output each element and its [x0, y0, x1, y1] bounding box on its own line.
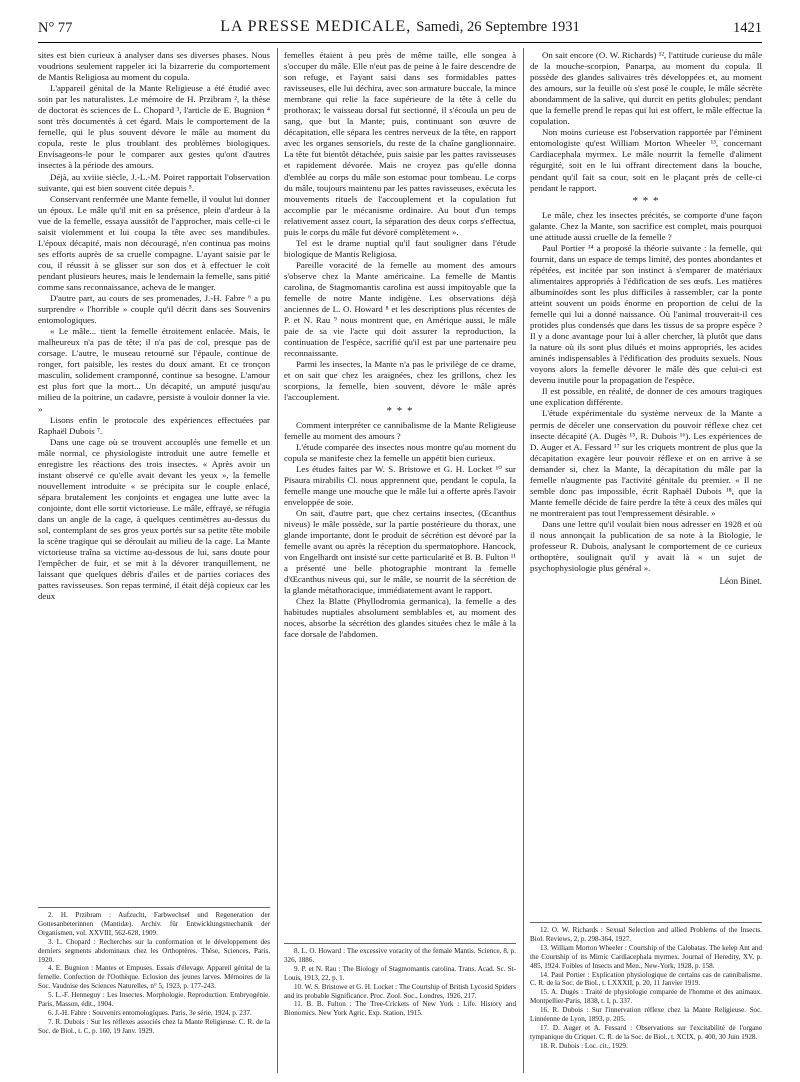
footnote: 8. L. O. Howard : The excessive voracity of the female Mantis. Science, 8, p. 326, 1886.: [284, 947, 516, 964]
footnotes-column-3: [530, 922, 762, 1051]
paragraph: L'étude expérimentale du système nerveux de la Mante a permis de déceler une conservation du pouvoir réflexe chez cet insecte décapité (A. Dugès ¹⁵, R. Dubois ¹⁶). Les expériences de D. Auger et A. Fessard ¹⁷ sur les criquets montrent de plus que la décapitation exagère leur pouvoir réflexe et on en arrive à se demander si, chez la Mante, la décapitation du mâle par la femelle n'augmente pas l'activité génitale du premier. « Il ne semble donc pas impossible, écrit Raphaël Dubois ¹⁸, que la Mante femelle décide de faire perdre la tête à ceux des mâles qui ne montreraient pas tout l'empressement désirable. »: [530, 408, 762, 518]
footnotes-column-1: [38, 907, 270, 1036]
paragraph: Chez la Blatte (Phyllodromia germanica), la femelle a des habitudes nuptiales absolument semblables et, au moment des noces, absorbe la sécrétion des glandes situées chez le mâle à la face dorsale de l'abdomen.: [284, 596, 516, 640]
paragraph: L'étude comparée des insectes nous montre qu'au moment du copula se manifeste chez la femelle un appétit bien curieux.: [284, 441, 516, 463]
footnote: 11. B. B. Fulton : The Tree-Crickets of New York : Life. History and Bionomics. New York Agric. Exp. Station, 1915.: [284, 1000, 516, 1018]
paragraph: L'appareil génital de la Mante Religieuse a été étudié avec soin par les naturalistes. Le mémoire de H. Przibram ², la thèse de doctorat ès sciences de L. Chopard ³, l'article de E. Bugnion ⁴ sont très documentés à cet égard. Mais le comportement de la femelle, qui le plus souvent dévore le mâle au moment du copula, reste le plus troublant des problèmes biologiques. Envisageons-le pour le comparer aux gestes qu'ont d'autres insectes à la période des amours.: [38, 83, 270, 171]
paragraph: Déjà, au xviiie siècle, J.-L.-M. Poiret rapportait l'observation suivante, qui est bien souvent citée depuis ⁵.: [38, 171, 270, 193]
paragraph: Dans une lettre qu'il voulait bien nous adresser en 1928 et où il nous annonçait la publication de sa note à la Biologie, le professeur R. Dubois, analysant le comportement de ce curieux orthoptère, soulignait qu'il y avait là « un sujet de psychophysiologie plus général ».: [530, 518, 762, 574]
column-rule: [277, 48, 278, 1073]
paragraph: Paul Portier ¹⁴ a proposé la théorie suivante : la femelle, qui fournit, dans un espace de temps limité, des pontes abondantes et répétées, est incitée par son instinct à s'emparer de matériaux alimentaires appropriés à l'édification de ses œufs. Les matières albuminoïdes sont les plus difficiles à rassembler, car la ponte atteint souvent un poids énorme en proportion de celui de la femelle qui lui a donné naissance. Où l'animal trouverait-il ces protides plus condensés que dans les tissus de sa propre espèce ? Il y a donc avantage pour lui à aller chercher, là plutôt que dans la nature où ils sont plus dilués et moins appropriés, les acides aminés indispensables à l'édification des produits sexuels. Nous voyons alors la femelle dévorer le mâle dès que celui-ci est devenu inutile pour la propagation de l'espèce.: [530, 242, 762, 386]
paragraph: Tel est le drame nuptial qu'il faut souligner dans l'étude biologique de Mantis Religiosa.: [284, 237, 516, 259]
section-separator: * * *: [632, 194, 660, 207]
footnote: 2. H. Przibram : Aufzucht, Farbwechsel und Regeneration der Gottesanbeterinnen (Mantidæ). Archiv. für Entwicklungsmechanik der Organismen, vol. XXVIII, 562-628, 1909.: [38, 911, 270, 937]
paragraph: Le mâle, chez les insectes précités, se comporte d'une façon galante. Chez la Mante, son sacrifice est complet, mais pourquoi une attitude aussi cruelle de la femelle ?: [530, 209, 762, 242]
paragraph: D'autre part, au cours de ses promenades, J.-H. Fabre ⁶ a pu surprendre « l'horrible » couple qu'il décrit dans ses Souvenirs entomologiques.: [38, 293, 270, 326]
text-column-1: [38, 50, 270, 602]
footnote: 18. R. Dubois : Loc. cit., 1929.: [540, 1041, 628, 1050]
text-column-2: [284, 50, 516, 640]
paragraph: sites est bien curieux à analyser dans ses diverses phases. Nous voudrions seulement rappeler ici la bizarrerie du comportement de Mantis Religiosa au moment du copula.: [38, 50, 270, 83]
footnote: 10. W. S. Bristowe et G. H. Locket : The Courtship of British Lycosid Spiders and its probable Significance. Proc. Zool. Soc., Londres, 1926, 217.: [284, 982, 516, 1000]
text-column-3: [530, 50, 762, 587]
page-number: 1421: [733, 20, 762, 36]
paragraph: femelles étaient à peu près de même taille, elle songea à s'occuper du mâle. Elle n'eut pas de peine à le faire descendre de son refuge, et l'ayant saisi dans ses formidables pattes ravisseuses, elle lui déchira, avec son armature buccale, la mince membrane qui relie la face supérieure de la tête à celle du prothorax; le vaisseau dorsal fut sectionné, il s'écoula un peu de sang, que but la Mante; puis, continuant son œuvre de décapitation, elle sépara les centres nerveux de la tête, en rapport avec les organes sensoriels, du reste de la chaîne ganglionnaire. La tête fut bientôt détachée, puis saisie par les pattes ravisseuses et rapidement dévorée. Mais ne croyez pas qu'elle donna d'emblée au corps du mâle son estomac pour tombeau. Le corps du mâle, toujours maintenu par les pattes ravisseuses, exécuta les mouvements rituels de l'accouplement et la copulation fut accomplie par le mécanisme ordinaire. Au bout d'un temps relativement assez court, la séparation des deux corps s'effectua, puis le corps du mâle fut dévoré complètement ».: [284, 50, 516, 237]
footnote: 14. Paul Portier : Explication physiologique de certains cas de cannibalisme. C. R. de la Soc. de Biol., t. LXXXII, p. 20, 11 Janvier 1919.: [530, 970, 762, 988]
journal-title: LA PRESSE MEDICALE,: [220, 18, 412, 35]
paragraph: On sait, d'autre part, que chez certains insectes, (Œcanthus niveus) le mâle possède, sur la partie postérieure du thorax, une glande importante, dont le produit de sécrétion est dévoré par la femelle avant ou après la réception du spermatophore. Hancock, von Engelhardt ont insisté sur cette particularité et B. B. Fulton ¹¹ a présenté une belle photographie montrant la femelle d'Œcanthus niveus qui, sur le mâle, se nourrit de la sécrétion de la glande métathoracique, immédiatement avant le rapport.: [284, 507, 516, 596]
footnote: 4. E. Bugnion : Mantes et Empuses. Essais d'élevage. Appareil génital de la femelle. Confection de l'Oothèque. Eclosion des jeunes larves. Mémoires de la Soc. Vaudoise des Sciences Naturelles, n° 5, 1923, p. 177-243.: [38, 964, 270, 991]
footnote: 15. A. Dugès : Traité de physiologie comparée de l'homme et des animaux. Montpellier-Paris, 1838, t. I, p. 337.: [530, 988, 762, 1006]
quotation: « Le mâle... tient la femelle étroitement enlacée. Mais, le malheureux n'a pas de tête; il n'a pas de col, presque pas de corsage. L'autre, le museau retourné sur l'épaule, continue de ronger, fort paisible, les restes du doux amant. Et ce tronçon masculin, solidement cramponné, continue sa besogne. L'amour est plus fort que la mort... Un décapité, un amputé jusqu'au milieu de la poitrine, un cadavre, persiste à vouloir donner la vie. »: [38, 326, 270, 414]
footnote: 12. O. W. Richards : Sexual Selection and allied Problems of the Insects. Biol. Reviews, 2, p. 298-364, 1927.: [530, 926, 762, 943]
footnote: 7. R. Dubois : Sur les réflexes associés chez la Mante Religieuse. C. R. de la Soc. de Biol., t. C, p. 160, 19 Janv. 1929.: [38, 1017, 270, 1035]
author-signature: Léon Binet.: [719, 576, 762, 587]
footnote: 6. J.-H. Fabre : Souvenirs entomologiques. Paris, 3e série, 1924, p. 237.: [48, 1008, 252, 1017]
issue-number: N° 77: [38, 20, 73, 36]
section-separator: * * *: [386, 404, 414, 417]
issue-date: Samedi, 26 Septembre 1931: [416, 19, 580, 35]
paragraph: Parmi les insectes, la Mante n'a pas le privilège de ce drame, et on sait que chez les araignées, chez les grillons, chez les scorpions, la femelle, bien souvent, dévore le mâle après l'accouplement.: [284, 359, 516, 403]
footnote: 5. L.-F. Henneguy : Les Insectes. Morphologie. Reproduction. Embryogénie. Paris, Masson, édit., 1904.: [38, 991, 270, 1009]
paragraph: On sait encore (O. W. Richards) ¹², l'attitude curieuse du mâle de la mouche-scorpion, Panarpa, au moment du copula. Il possède des glandes salivaires très développées et, au moment des amours, sur la feuille où s'est posé le couple, le mâle sécrète abondamment de la salive, qui durcit en petits globules; pendant que la femelle prend le repas qui lui est offert, le mâle effectue la copulation.: [530, 50, 762, 127]
footnotes-column-2: [284, 943, 516, 1018]
paragraph: Lisons enfin le protocole des expériences effectuées par Raphaël Dubois ⁷.: [38, 414, 270, 436]
paragraph: Dans une cage où se trouvent accouplés une femelle et un mâle normal, ce physiologiste introduit une autre femelle et enregistre les réactions des trois insectes. « Après avoir un instant observé ce qu'elle avait devant les yeux », la femelle nouvellement introduite « se précipita sur le couple enlacé, sépara brutalement les conjoints et engagea une lutte avec la conjointe, dont elle sortit victorieuse. Le mâle, effrayé, se réfugia dans un angle de la cage, à quelques centimètres au-dessus du sol, contemplant de ses gros yeux portés sur sa petite tête mobile la scène tragique qui se déroulait au milieu de la cage. La Mante victorieuse traîna sa victime au-dessous de lui, sans doute pour l'empêcher de fuir, et se mit à la dévorer tranquillement, ne laissant que quelques débris d'ailes et de parties coriaces des pattes ravisseuses. Son repas terminé, il était déjà copieux car les deux: [38, 436, 270, 602]
footnote: 17. D. Auger et A. Fessard : Observations sur l'excitabilité de l'organe tympanique du Criquet. C. R. de la Soc. de Biol., t. XCIX, p. 400, 30 Juin 1928.: [530, 1023, 762, 1041]
footnote: 16. R. Dubois : Sur l'innervation réflexe chez la Mante Religieuse. Soc. Linnéenne de Lyon, 1893, p. 205.: [530, 1006, 762, 1024]
paragraph: Comment interpréter ce cannibalisme de la Mante Religieuse femelle au moment des amours ?: [284, 419, 516, 441]
running-head: [38, 18, 762, 36]
paragraph: Conservant renfermée une Mante femelle, il voulut lui donner un époux. Le mâle qu'il mit en sa présence, plein d'ardeur à la vue de la femelle, essaya aussitôt de l'approcher, mais celle-ci le saisit violemment et lui coupa la tête avec ses mandibules. L'époux décapité, mais non découragé, n'en continua pas moins ses efforts auprès de sa cruelle compagne. L'ayant saisie par le cou, il réussit à se glisser sur son dos et à effectuer le coït pendant plusieurs heures, mais le lendemain la femelle, sans pitié comme sans reconnaissance, acheva de le manger.: [38, 193, 270, 292]
page-header: [38, 14, 762, 43]
paragraph: Il est possible, en réalité, de donner de ces amours tragiques une explication différente.: [530, 386, 762, 408]
footnote: 3. L. Chopard : Recherches sur la conformation et le développement des derniers segments abdominaux chez les Orthoptères. Thèse, Sciences, Paris, 1920.: [38, 937, 270, 964]
column-rule: [523, 48, 524, 1073]
paragraph: Non moins curieuse est l'observation rapportée par l'éminent entomologiste qu'est William Morton Wheeler ¹³, concernant Cardiacephala myrmex. Le mâle nourrit la femelle d'aliment régurgité, soit en le lui offrant directement dans la bouche, pendant qu'il fait sa cour, soit en le plaçant près de celle-ci pendant le rapport.: [530, 127, 762, 193]
paragraph: Les études faites par W. S. Bristowe et G. H. Locket ¹⁰ sur Pisaura mirabilis Cl. nous apprennent que, pendant le copula, la femelle mange une mouche que le mâle lui a offerte après l'avoir enveloppée de soie.: [284, 463, 516, 507]
footnote: 13. William Morton Wheeler : Courtship of the Calobatas. The kelep Ant and the Courtship of its Mimic Cardiacephala myrmex. Journal of Heredity, XV, p. 485, 1924. Foibles of Insects and Men., New-York, 1928, p. 158.: [530, 943, 762, 970]
paragraph: Pareille voracité de la femelle au moment des amours s'observe chez la Mante américaine. La femelle de Mantis carolina, de Stagmomantis carolina est aussi impitoyable que la femelle de notre Mante indigène. Les observations déjà anciennes de L. O. Howard ⁸ et les descriptions plus récentes de P. et N. Rau ⁹ nous montrent que, en Amérique aussi, le mâle paie de sa vie l'acte qui doit assurer la reproduction, la continuation de l'espèce, sacrifié qu'il est par une partenaire peu reconnaissante.: [284, 259, 516, 359]
footnote: 9. P. et N. Rau : The Biology of Stagmomantis carolina. Trans. Acad. Sc. St-Louis, 1913, 22, p. 1.: [284, 964, 516, 982]
